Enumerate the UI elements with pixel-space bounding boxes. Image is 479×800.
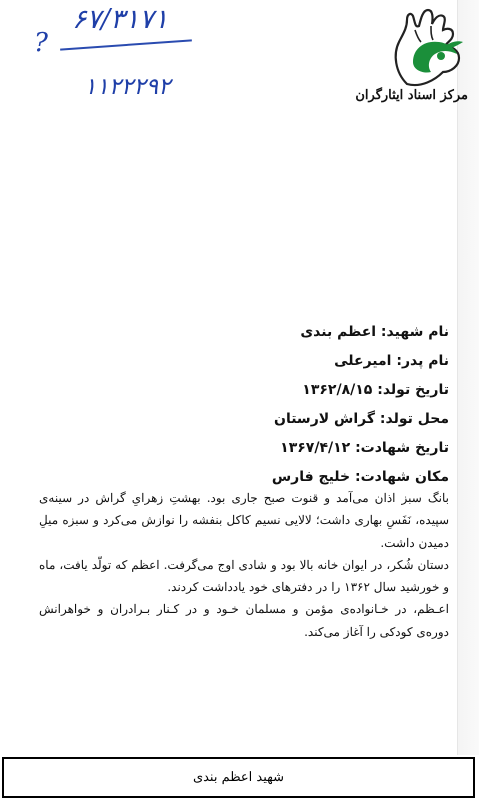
- martyr-info: [49, 318, 449, 492]
- paragraph-2: دستان شُکر، در ایوان خانه بالا بود و شادی اوج می‌گرفت. اعظم که تولّد یافت، ماه و خورشید سال ۱۳۶۲ را در دفترهای خود یادداشت کردند.: [39, 557, 449, 595]
- info-name: نام شهید: اعظم بندی: [300, 324, 449, 340]
- footer-caption-box: [2, 757, 475, 798]
- paragraph-3: اعـظم، در خـانواده‌ی مؤمن و مسلمان خـود و در کـنار بـرادران و خواهرانش دوره‌ی کودکی را آغاز می‌کند.: [39, 602, 449, 639]
- info-martyrdom-date: تاریخ شهادت: ۱۳۶۷/۴/۱۲: [280, 440, 449, 456]
- info-martyrdom-place: مکان شهادت: خلیج فارس: [271, 469, 449, 485]
- handwritten-underline: [60, 39, 192, 50]
- paragraph-1: بانگ سبز اذان می‌آمد و قنوت صبح جاری بود. بهشتِ زهرایِ گراش در سینه‌ی سپیده، نَفَسِ بهاری داشت؛ لالایی نسیم کاکل بنفشه را نوازش می‌کرد و سبزه میلِ دمیدن داشت.: [39, 491, 449, 550]
- biography-text: [39, 487, 449, 643]
- archive-question-mark: ?: [34, 28, 49, 58]
- logo-caption: مرکز اسناد ایثارگران: [355, 88, 468, 103]
- info-birth-date: تاریخ تولد: ۱۳۶۲/۸/۱۵: [302, 382, 449, 398]
- archive-number-bottom: ۱۱۲۲۲۹۲: [84, 74, 171, 100]
- page-edge: [457, 0, 479, 755]
- info-father: نام پدر: امیرعلی: [334, 353, 449, 369]
- info-birth-place: محل تولد: گراش لارستان: [274, 411, 449, 427]
- dove-logo-icon: [385, 6, 465, 90]
- footer-caption: شهید اعظم بندی: [192, 770, 285, 785]
- archive-number-top: ۶۷/۳۱۷۱: [72, 4, 169, 35]
